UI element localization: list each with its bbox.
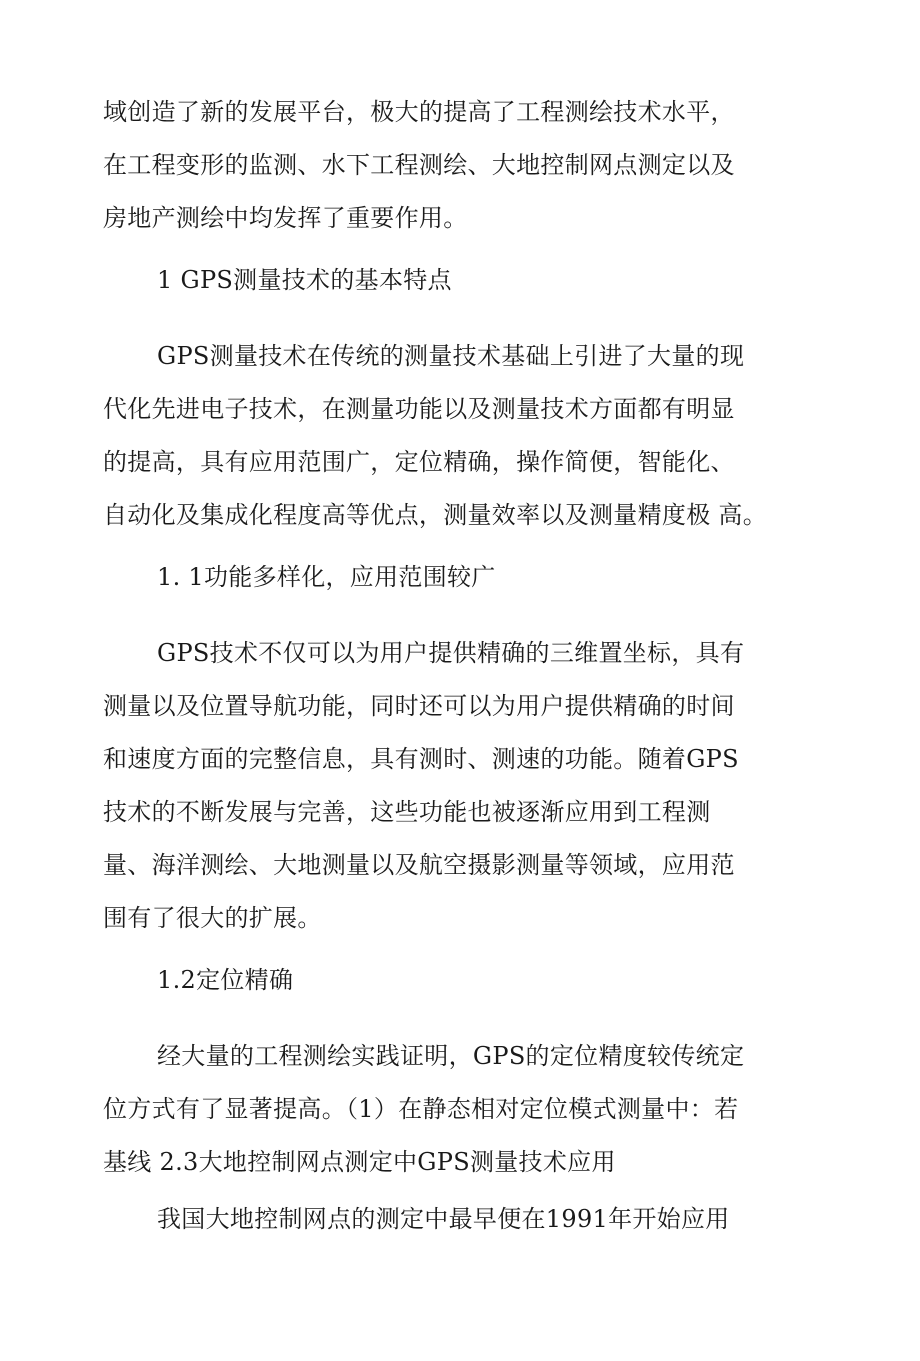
body-text-line: 基线 2.3大地控制网点测定中GPS测量技术应用: [103, 1148, 616, 1176]
body-text-line: 代化先进电子技术，在测量功能以及测量技术方面都有明显: [103, 395, 735, 423]
body-text-line: 自动化及集成化程度高等优点，测量效率以及测量精度极 高。: [103, 501, 768, 529]
section-heading: 1 GPS测量技术的基本特点: [157, 266, 452, 294]
subsection-heading: 1.2定位精确: [157, 966, 294, 994]
body-text-line: 经大量的工程测绘实践证明，GPS的定位精度较传统定: [157, 1042, 745, 1070]
body-text-line: 技术的不断发展与完善，这些功能也被逐渐应用到工程测: [103, 798, 711, 826]
body-text-line: 量、海洋测绘、大地测量以及航空摄影测量等领域，应用范: [103, 851, 735, 879]
body-text-line: 在工程变形的监测、水下工程测绘、大地控制网点测定以及: [103, 151, 735, 179]
body-text-line: 位方式有了显著提高。（1）在静态相对定位模式测量中：若: [103, 1095, 739, 1123]
body-text-line: 和速度方面的完整信息，具有测时、测速的功能。随着GPS: [103, 745, 739, 773]
body-text-line: GPS测量技术在传统的测量技术基础上引进了大量的现: [157, 342, 745, 370]
subsection-heading: 1. 1功能多样化，应用范围较广: [157, 563, 496, 591]
body-text-line: GPS技术不仅可以为用户提供精确的三维置坐标，具有: [157, 639, 745, 667]
body-text-line: 测量以及位置导航功能，同时还可以为用户提供精确的时间: [103, 692, 735, 720]
body-text-line: 围有了很大的扩展。: [103, 904, 322, 932]
body-text-line: 的提高，具有应用范围广，定位精确，操作简便，智能化、: [103, 448, 735, 476]
body-text-line: 域创造了新的发展平台，极大的提高了工程测绘技术水平，: [103, 98, 735, 126]
body-text-line: 我国大地控制网点的测定中最早便在1991年开始应用: [157, 1205, 730, 1233]
body-text-line: 房地产测绘中均发挥了重要作用。: [103, 204, 468, 232]
